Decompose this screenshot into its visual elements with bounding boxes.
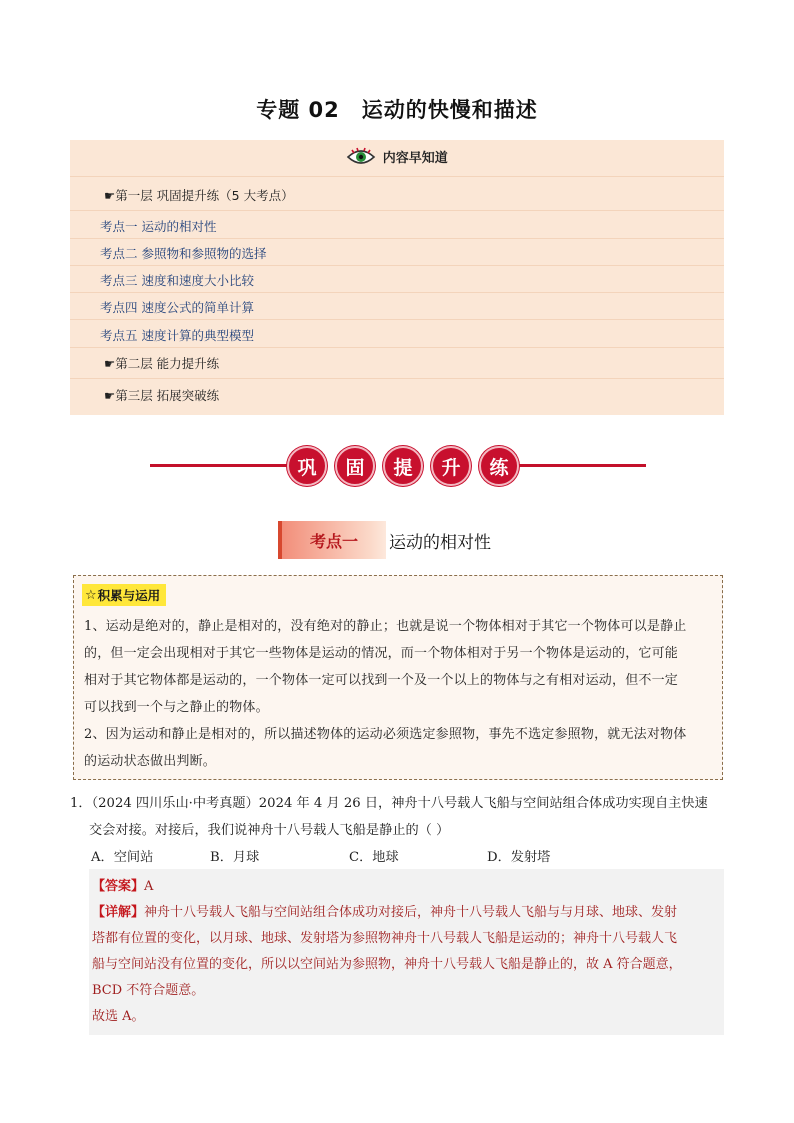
section-banner	[150, 446, 646, 486]
section-tag: 考点一	[278, 521, 386, 559]
toc-layer3[interactable]: ☛第三层 拓展突破练	[104, 388, 220, 403]
toc-layer1[interactable]: ☛第一层 巩固提升练（5 大考点）	[104, 188, 294, 203]
option-d[interactable]: D．发射塔	[487, 850, 551, 865]
knowledge-p2-line2: 的运动状态做出判断。	[84, 754, 217, 769]
banner-char-3: 提	[383, 446, 423, 486]
knowledge-p1-line2: 的，但一定会出现相对于其它一些物体是运动的情况，而一个物体相对于另一个物体是运动的，它可能	[84, 646, 679, 661]
option-a[interactable]: A．空间站	[91, 850, 154, 865]
toc-panel	[70, 140, 724, 415]
banner-char-5: 练	[479, 446, 519, 486]
toc-point-1[interactable]: 考点一 运动的相对性	[100, 219, 217, 234]
banner-line-left	[150, 464, 290, 467]
toc-layer2[interactable]: ☛第二层 能力提升练	[104, 356, 220, 371]
toc-heading	[70, 147, 724, 167]
question-line2: 交会对接。对接后，我们说神舟十八号载人飞船是静止的（ ）	[89, 823, 450, 838]
detail-label: 【详解】	[92, 905, 145, 920]
banner-char-1: 巩	[287, 446, 327, 486]
knowledge-p1-line1: 1、运动是绝对的，静止是相对的，没有绝对的静止；也就是说一个物体相对于其它一个物体可以是静止	[84, 619, 687, 634]
question-line1: 1．（2024 四川乐山·中考真题）2024 年 4 月 26 日，神舟十八号载人飞船与空间站组合体成功实现自主快速	[70, 796, 708, 811]
knowledge-tag	[82, 584, 166, 606]
detail-line3: 船与空间站没有位置的变化，所以以空间站为参照物，神舟十八号载人飞船是静止的，故 A 符合题意，	[92, 957, 682, 972]
banner-char-4: 升	[431, 446, 471, 486]
knowledge-p1-line4: 可以找到一个与之静止的物体。	[84, 700, 269, 715]
page-title	[0, 94, 794, 124]
detail-text-1: 神舟十八号载人飞船与空间站组合体成功对接后，神舟十八号载人飞船与与月球、地球、发射	[144, 905, 678, 920]
toc-point-3[interactable]: 考点三 速度和速度大小比较	[100, 273, 254, 288]
title-part2: 运动的快慢和描述	[361, 98, 538, 122]
toc-point-2[interactable]: 考点二 参照物和参照物的选择	[100, 246, 267, 261]
title-part1: 专题 02	[256, 98, 340, 122]
eye-icon	[346, 147, 376, 167]
option-b[interactable]: B．月球	[210, 850, 260, 865]
detail-line4: BCD 不符合题意。	[92, 983, 205, 998]
knowledge-p2-line1: 2、因为运动和静止是相对的，所以描述物体的运动必须选定参照物，事先不选定参照物，就无法对物体	[84, 727, 687, 742]
banner-char-2: 固	[335, 446, 375, 486]
banner-line-right	[506, 464, 646, 467]
detail-line2: 塔都有位置的变化，以月球、地球、发射塔为参照物神舟十八号载人飞船是运动的；神舟十八号载人飞	[92, 931, 678, 946]
answer-label: 【答案】	[92, 879, 145, 894]
star-icon: ☆	[85, 587, 97, 603]
option-c[interactable]: C．地球	[349, 850, 399, 865]
toc-point-4[interactable]: 考点四 速度公式的简单计算	[100, 300, 254, 315]
toc-heading-text: 内容早知道	[382, 151, 448, 166]
answer-line	[92, 875, 722, 894]
knowledge-tag-text: 积累与运用	[97, 588, 161, 603]
knowledge-box	[73, 575, 723, 780]
answer-conclusion: 故选 A。	[92, 1009, 145, 1024]
detail-line1	[92, 901, 722, 920]
answer-box	[89, 869, 724, 1035]
toc-point-5[interactable]: 考点五 速度计算的典型模型	[100, 328, 254, 343]
section-title: 运动的相对性	[389, 533, 491, 553]
knowledge-p1-line3: 相对于其它物体都是运动的，一个物体一定可以找到一个及一个以上的物体与之有相对运动，但不一定	[84, 673, 679, 688]
answer-value: A	[144, 879, 154, 894]
